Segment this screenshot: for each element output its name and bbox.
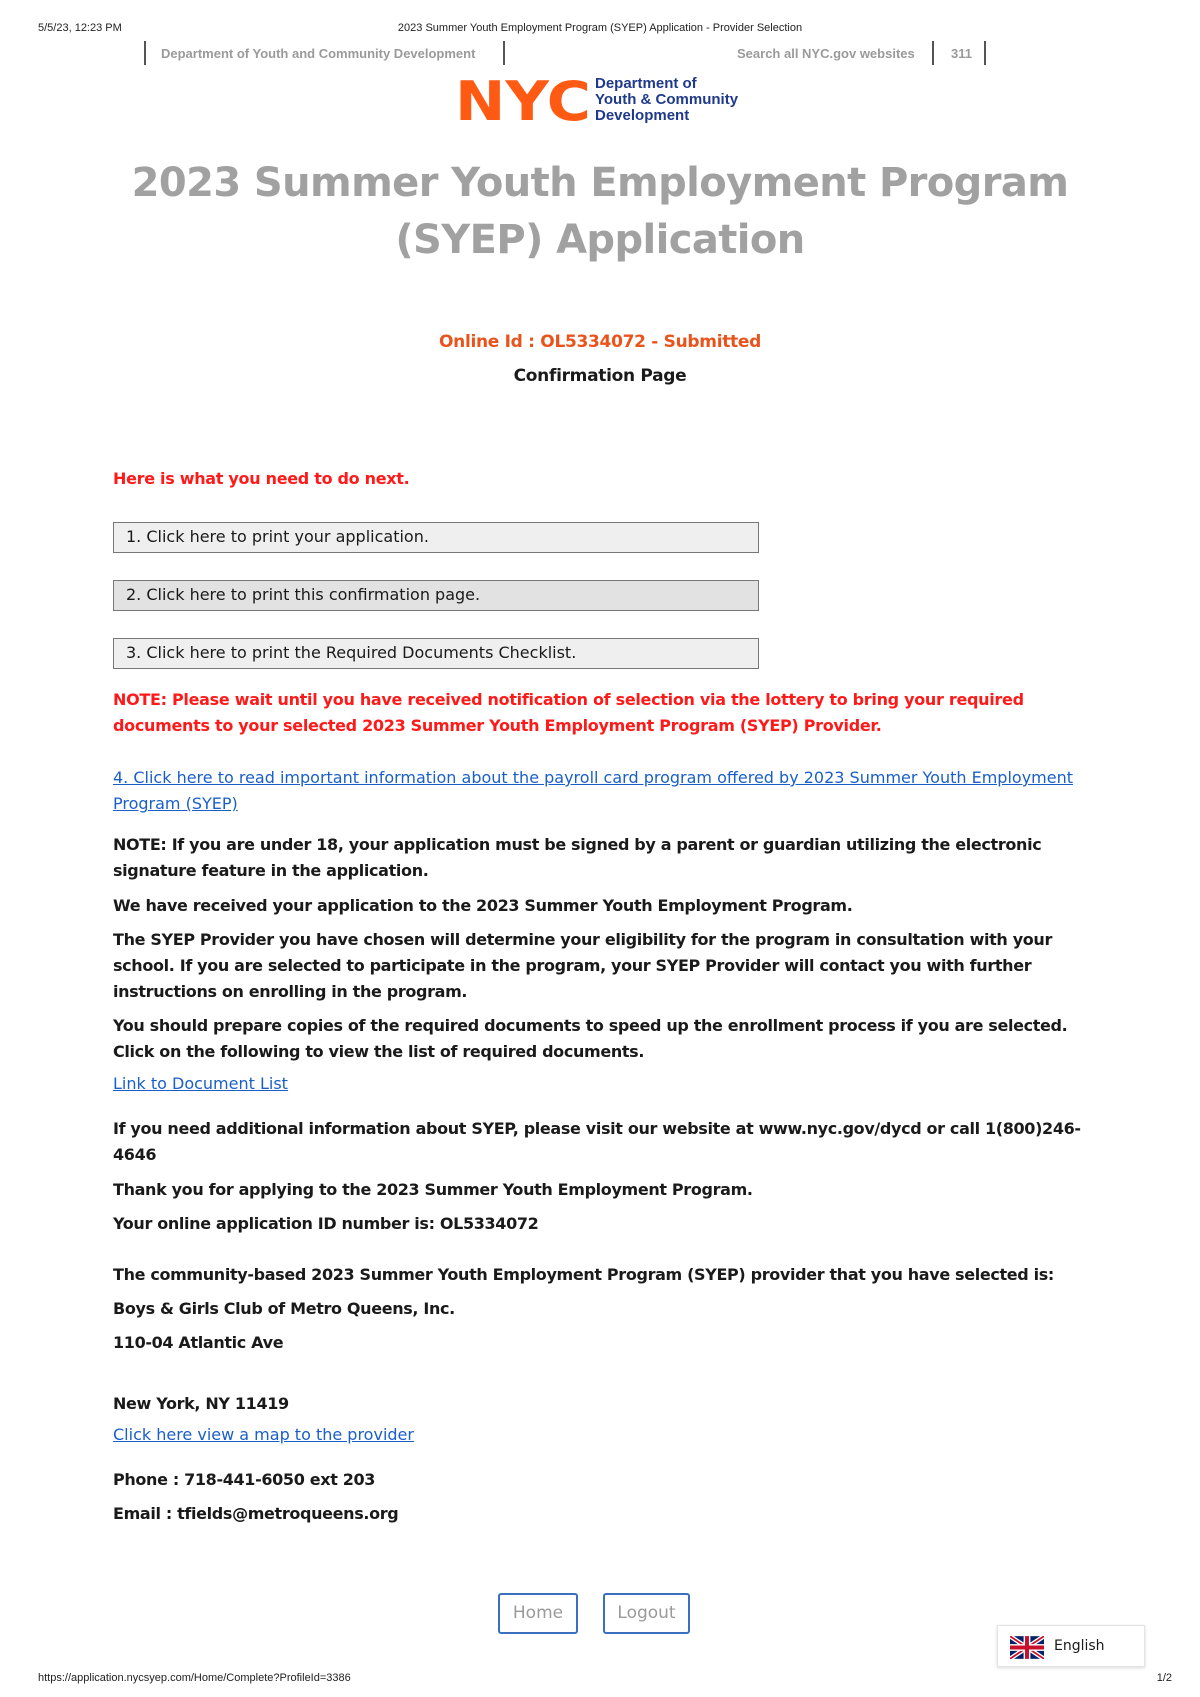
print-page-number: 1/2 [1156,1672,1172,1684]
agency-link[interactable]: Department of Youth and Community Development [161,46,476,61]
document-list-link[interactable] [113,1074,1103,1093]
nyc-logo-text: NYC [455,76,591,124]
uk-flag-icon [1010,1636,1044,1659]
provider-name: Boys & Girls Club of Metro Queens, Inc. [113,1299,455,1318]
document-list-link-label[interactable]: Link to Document List [113,1074,288,1093]
divider [503,41,505,65]
under18-note: NOTE: If you are under 18, your application must be signed by a parent or guardian utilizing the electronic signature feature in the application. [113,835,1042,880]
payroll-card-link[interactable]: 4. Click here to read important information about the payroll card program offered by 2023 Summer Youth Employment Program (SYEP) [113,768,1074,813]
dept-line: Department of [595,75,697,92]
print-header [0,0,1200,40]
print-confirmation-button[interactable]: 2. Click here to print this confirmation page. [113,580,759,611]
dept-name [595,76,738,124]
language-label[interactable]: English [1054,1638,1105,1654]
additional-info-text: If you need additional information about SYEP, please visit our website at www.nyc.gov/dycd or call 1(800)246-4646 [113,1119,1081,1164]
page-subtitle: Confirmation Page [513,366,687,386]
print-footer [0,1672,1200,1688]
provider-phone: Phone : 718-441-6050 ext 203 [113,1470,376,1489]
divider [984,41,986,65]
eligibility-text: The SYEP Provider you have chosen will determine your eligibility for the program in consultation with your school. If you are selected to participate in the program, your SYEP Provider will contact you with further instructions on enrolling in the program. [113,930,1052,1001]
thank-you-text: Thank you for applying to the 2023 Summer Youth Employment Program. [113,1180,753,1199]
received-text: We have received your application to the 2023 Summer Youth Employment Program. [113,896,853,915]
provider-address-line2: New York, NY 11419 [113,1394,289,1413]
search-nyc-link[interactable]: Search all NYC.gov websites [737,46,915,61]
divider [144,41,146,65]
language-selector[interactable] [997,1625,1145,1667]
home-button[interactable]: Home [498,1593,578,1634]
print-page-title: 2023 Summer Youth Employment Program (SYEP) Application - Provider Selection [397,22,803,34]
next-steps-heading: Here is what you need to do next. [113,469,410,488]
print-checklist-button[interactable]: 3. Click here to print the Required Documents Checklist. [113,638,759,669]
dept-line: Development [595,107,690,124]
dycd-logo[interactable] [455,76,755,126]
dept-line: Youth & Community [595,91,739,108]
application-id-text: Your online application ID number is: OL5334072 [113,1214,539,1233]
provider-intro: The community-based 2023 Summer Youth Employment Program (SYEP) provider that you have selected is: [113,1265,1054,1284]
top-links-bar [0,41,1200,67]
provider-email: Email : tfields@metroqueens.org [113,1504,399,1523]
prepare-docs-text: You should prepare copies of the required documents to speed up the enrollment process if you are selected. Click on the following to view the list of required documents. [113,1016,1068,1061]
divider [932,41,934,65]
link-311[interactable]: 311 [951,46,972,61]
online-id-status: Online Id : OL5334072 - Submitted [439,332,761,352]
provider-address-line1: 110-04 Atlantic Ave [113,1333,284,1352]
print-datetime: 5/5/23, 12:23 PM [38,22,122,34]
nyc-logo-mark [455,76,593,124]
print-application-button[interactable]: 1. Click here to print your application. [113,522,759,553]
lottery-note: NOTE: Please wait until you have received notification of selection via the lottery to bring your required documents to your selected 2023 Summer Youth Employment Program (SYEP) Provider. [113,690,1024,735]
print-url: https://application.nycsyep.com/Home/Complete?ProfileId=3386 [38,1672,351,1684]
provider-map-link-label[interactable]: Click here view a map to the provider [113,1425,414,1444]
provider-map-link[interactable] [113,1425,1103,1444]
page-title: 2023 Summer Youth Employment Program (SYEP) Application [131,160,1069,263]
logout-button[interactable]: Logout [603,1593,690,1634]
